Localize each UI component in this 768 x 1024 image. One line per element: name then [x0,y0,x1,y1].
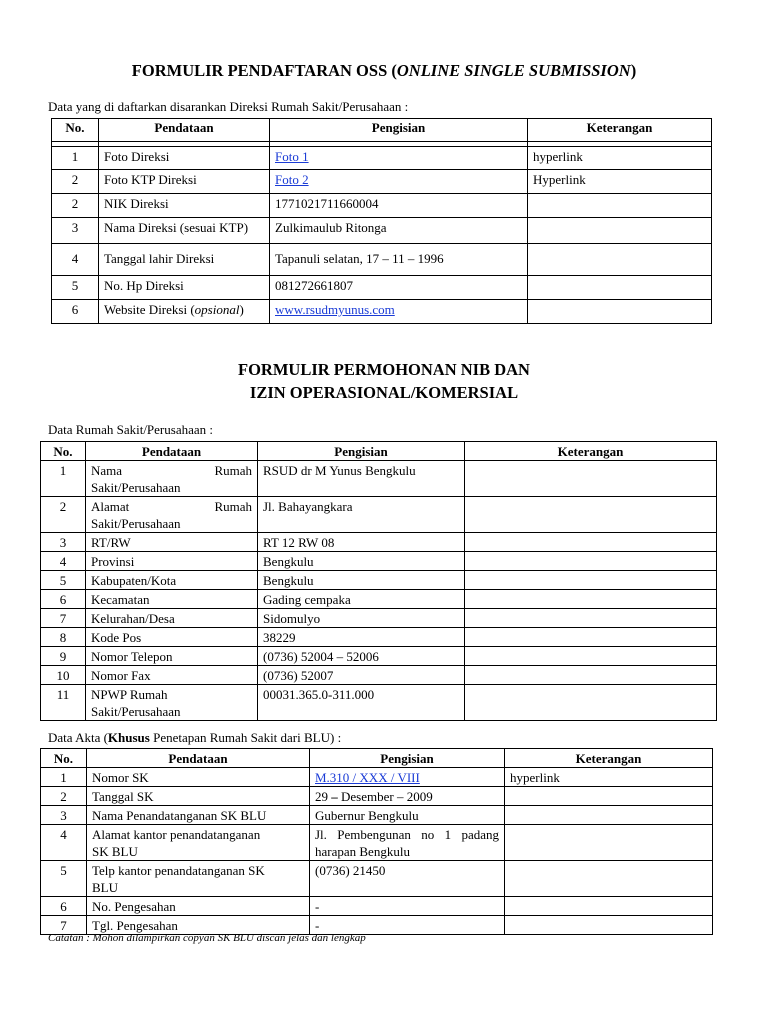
table-row: 4 Alamat kantor penandatanganan SK BLU Jl. Pembengunan no 1 padang harapan Bengkulu [41,825,713,861]
form2-caption: Data Rumah Sakit/Perusahaan : [48,422,213,437]
table-row: 4 Tanggal lahir Direksi Tapanuli selatan, 17 – 11 – 1996 [52,244,712,276]
table-row: 2 NIK Direksi 1771021711660004 [52,194,712,218]
header-no: No. [52,119,99,142]
table-row: 5 Kabupaten/Kota Bengkulu [41,571,717,590]
direksi-table [51,118,712,324]
form2-title-line2: IZIN OPERASIONAL/KOMERSIAL [249,383,519,402]
table-row: 3 Nama Penandatanganan SK BLU Gubernur Bengkulu [41,806,713,825]
rumah-sakit-table [40,441,717,721]
table-row: 1 Nomor SK M.310 / XXX / VIII hyperlink [41,768,713,787]
table-row: 7 Kelurahan/Desa Sidomulyo [41,609,717,628]
header-pengisian: Pengisian [258,442,465,461]
table-row: 5 No. Hp Direksi 081272661807 [52,276,712,300]
table-row: 5 Telp kantor penandatanganan SK BLU (0736) 21450 [41,861,713,897]
table-row: 7 Tgl. Pengesahan - [41,916,713,935]
sk-number-link[interactable]: M.310 / XXX / VIII [315,770,420,785]
table-row: 6 Website Direksi (opsional) www.rsudmyunus.com [52,300,712,324]
footnote: Catatan : Mohon dilampirkan copyan SK BLU discan jelas dan lengkap [48,932,366,944]
table-row: 2 Tanggal SK 29 – Desember – 2009 [41,787,713,806]
website-link[interactable]: www.rsudmyunus.com [275,302,395,317]
table-row: 9 Nomor Telepon (0736) 52004 – 52006 [41,647,717,666]
table-row: 2 Foto KTP Direksi Foto 2 Hyperlink [52,170,712,194]
foto-1-link[interactable]: Foto 1 [275,149,309,164]
table-row: 10 Nomor Fax (0736) 52007 [41,666,717,685]
header-pendataan: Pendataan [87,749,310,768]
header-keterangan: Keterangan [465,442,717,461]
table-row: 6 No. Pengesahan - [41,897,713,916]
header-keterangan: Keterangan [528,119,712,142]
akta-table [40,748,713,935]
table-row: 2 Alamat Rumah Sakit/Perusahaan Jl. Bahayangkara [41,497,717,533]
foto-2-link[interactable]: Foto 2 [275,172,309,187]
form1-title: FORMULIR PENDAFTARAN OSS (ONLINE SINGLE SUBMISSION) [131,61,637,80]
table-row: 1 Foto Direksi Foto 1 hyperlink [52,147,712,170]
table-row: 3 Nama Direksi (sesuai KTP) Zulkimaulub Ritonga [52,218,712,244]
header-no: No. [41,749,87,768]
header-pendataan: Pendataan [86,442,258,461]
table-row: 8 Kode Pos 38229 [41,628,717,647]
header-pendataan: Pendataan [99,119,270,142]
header-pengisian: Pengisian [310,749,505,768]
table-row: 3 RT/RW RT 12 RW 08 [41,533,717,552]
form3-caption: Data Akta (Khusus Penetapan Rumah Sakit dari BLU) : [48,730,342,745]
header-no: No. [41,442,86,461]
header-pengisian: Pengisian [270,119,528,142]
form1-caption: Data yang di daftarkan disarankan Direksi Rumah Sakit/Perusahaan : [48,99,409,114]
table-row: 6 Kecamatan Gading cempaka [41,590,717,609]
form2-title-line1: FORMULIR PERMOHONAN NIB DAN [238,360,530,379]
table-row: 1 Nama Rumah Sakit/Perusahaan RSUD dr M Yunus Bengkulu [41,461,717,497]
table-row: 11 NPWP Rumah Sakit/Perusahaan 00031.365.0-311.000 [41,685,717,721]
table-header [41,442,717,461]
header-keterangan: Keterangan [505,749,713,768]
table-header [52,119,712,142]
table-row: 4 Provinsi Bengkulu [41,552,717,571]
table-header [41,749,713,768]
